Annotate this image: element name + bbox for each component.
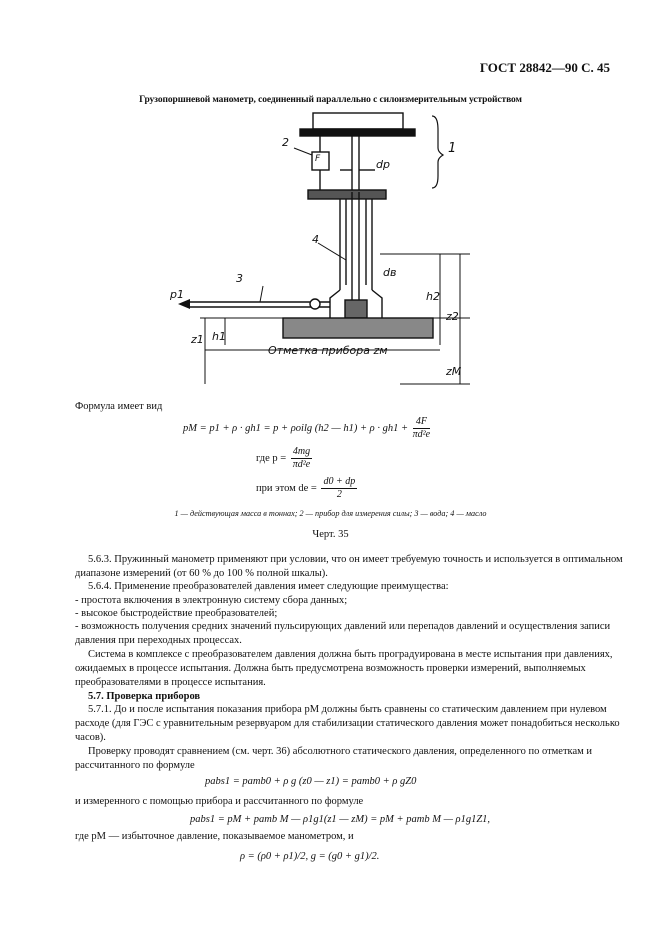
mark-text: Отметка прибора zм xyxy=(268,344,388,357)
label-2: 2 xyxy=(282,136,289,149)
label-dp: dp xyxy=(376,158,390,171)
label-3: 3 xyxy=(236,272,243,285)
label-dB: dв xyxy=(383,266,397,279)
formula-1: pabs1 = pamb0 + ρ g (z0 — z1) = pamb0 + ρ gZ0 xyxy=(205,776,417,787)
apparatus-diagram xyxy=(0,0,661,400)
label-4: 4 xyxy=(312,233,319,246)
para-system: Система в комплексе с преобразователем давления должна быть проградуирована в месте испытания при давлениях, ожидаемых в процессе испытания. Должна быть предусмотрена возможность проверки измерений, выполняемых преобразователями в процессе испытания. xyxy=(75,649,613,688)
bullet-3: - возможность получения средних значений пульсирующих давлений или перепадов давлений и осуществления записи давления при переходных процессах. xyxy=(75,621,611,646)
figure-legend: 1 — действующая масса в тоннах; 2 — прибор для измерения силы; 3 — вода; 4 — масло xyxy=(174,509,487,518)
formula-where: где p = $\frac{4mg}{\text{πd²e}}$ xyxy=(256,446,311,470)
chart-label: Черт. 35 xyxy=(312,529,349,540)
label-z2: z2 xyxy=(446,310,459,323)
para-571: 5.7.1. До и после испытания показания прибора pM должны быть сравнены со статическим давлением при нулевом расходе (для ГЭС с уравнительным резервуаром для стабилизации статического давления может понадобиться несколько часов). xyxy=(75,704,620,743)
label-p1: p1 xyxy=(170,288,184,301)
page-header: ГОСТ 28842—90 С. 45 xyxy=(479,60,610,75)
para-where-pm: где pM — избыточное давление, показываемое манометром, и xyxy=(75,831,354,842)
label-F: F xyxy=(315,154,321,164)
formula-at: при этом de = $\frac{d0 + dp}{2}$ xyxy=(256,476,356,500)
label-zM: zM xyxy=(446,365,462,378)
formula-2: pabs1 = pM + pamb M — ρ1g1(z1 — zM) = pM + pamb M — ρ1g1Z1, xyxy=(190,814,491,825)
label-h2: h2 xyxy=(426,290,440,303)
bullet-1: - простота включения в электронную систему сбора данных; xyxy=(75,595,348,606)
section-57: 5.7. Проверка приборов xyxy=(88,691,201,702)
para-check: Проверку проводят сравнением (см. черт. 36) абсолютного статического давления, определенного по отметкам и рассчитанного по формуле xyxy=(75,746,593,771)
formula-main: pM = p1 + ρ · gh1 = p + ρoilg (h2 — h1) + ρ · gh1 + $\frac{4F}{\text{πd²e}}$ xyxy=(183,416,431,440)
para-563: 5.6.3. Пружинный манометр применяют при условии, что он имеет требуемую точность и используется в оптимальном диапазоне измерений (от 60 % до 100 % полной шкалы). xyxy=(75,554,623,579)
weight-plate xyxy=(313,113,403,129)
figure-caption: Грузопоршневой манометр, соединенный параллельно с силоизмерительным устройством xyxy=(139,95,522,105)
label-h1: h1 xyxy=(212,330,226,343)
para-measured: и измеренного с помощью прибора и рассчитанного по формуле xyxy=(75,796,364,807)
para-564: 5.6.4. Применение преобразователей давления имеет следующие преимущества: xyxy=(88,581,449,592)
formula-intro: Формула имеет вид xyxy=(75,401,163,412)
label-z1: z1 xyxy=(191,333,204,346)
formula-3: ρ = (ρ0 + ρ1)/2, g = (g0 + g1)/2. xyxy=(240,851,380,862)
label-1: 1 xyxy=(448,141,457,156)
bullet-2: - высокое быстродействие преобразователей; xyxy=(75,608,278,619)
weight-base xyxy=(300,129,415,136)
